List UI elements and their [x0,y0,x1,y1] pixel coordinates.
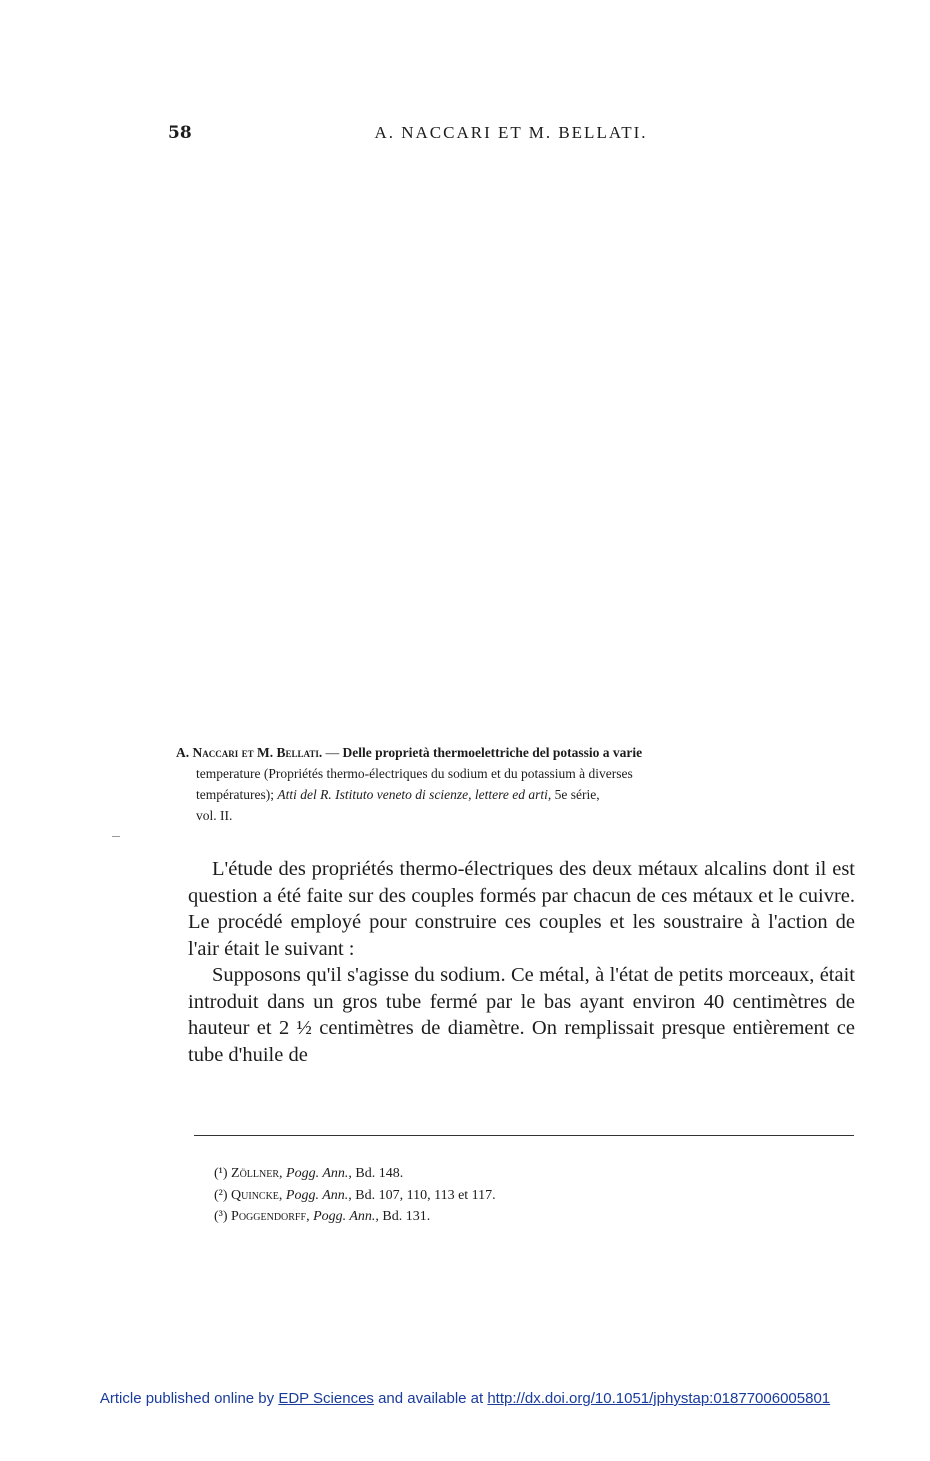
footnote-journal: Pogg. Ann. [285,1187,349,1203]
footnote-sep: , [279,1166,287,1181]
page-number: 58 [168,123,192,143]
footnote-sep: , [278,1187,286,1203]
biblio-dash: — [322,745,343,760]
publication-notice [0,1390,930,1407]
page-header [168,123,854,149]
footnote-author: Quincke [231,1187,279,1203]
bibliographic-reference [176,742,856,826]
biblio-authors: A. Naccari et M. Bellati. [176,745,323,760]
body-text [188,856,855,1068]
publication-prefix: Article published online by [99,1390,279,1407]
footnote-sep: , [306,1209,314,1224]
biblio-line-1 [176,742,856,763]
footnote-3 [214,1206,834,1228]
footnote-mark: (³) [214,1209,232,1224]
biblio-journal: Atti del R. Istituto veneto di scienze, lettere ed arti, [277,787,552,802]
footnote-ref: , Bd. 148. [348,1166,404,1181]
footnote-author: Zöllner [231,1166,280,1181]
footnote-journal: Pogg. Ann. [286,1166,349,1181]
biblio-line-2: temperature (Propriétés thermo-électriques du sodium et du potassium à diverses [196,766,633,781]
footnote-mark: (¹) [214,1166,232,1181]
footnote-author: Poggendorff [231,1209,307,1224]
paragraph-2: Supposons qu'il s'agisse du sodium. Ce métal, à l'état de petits morceaux, était introduit dans un gros tube fermé par le bas ayant environ 40 centimètres de hauteur et 2 ½ centimètres de diamètre. On remplissait presque entièrement ce tube d'huile de [188,964,855,1066]
footnote-ref: , Bd. 107, 110, 113 et 117. [348,1187,496,1203]
biblio-line-3 [176,784,856,805]
running-title: A. NACCARI ET M. BELLATI. [374,123,648,142]
publication-middle: and available at [373,1390,488,1407]
biblio-volume: vol. II. [196,808,233,823]
footnote-mark: (²) [214,1187,232,1203]
publisher-link[interactable]: EDP Sciences [278,1390,374,1407]
footnotes [214,1163,834,1228]
biblio-series: 5e série, [551,787,600,802]
biblio-title: Delle proprietà thermoelettriche del potassio a varie [342,745,643,760]
footnote-2 [214,1185,834,1207]
footnote-journal: Pogg. Ann. [313,1209,376,1224]
footnote-rule [194,1135,854,1136]
footnote-1 [214,1163,834,1185]
paragraph-1: L'étude des propriétés thermo-électriques des deux métaux alcalins dont il est question a été faite sur des couples formés par chacun de ces métaux et le cuivre. Le procédé employé pour construire ces couples et les soustraire à l'action de l'air était le suivant : [188,858,855,960]
biblio-line-3-start: températures); [196,787,278,802]
doi-link[interactable]: http://dx.doi.org/10.1051/jphystap:01877006005801 [487,1390,831,1407]
margin-mark [112,836,120,837]
footnote-ref: , Bd. 131. [375,1209,431,1224]
